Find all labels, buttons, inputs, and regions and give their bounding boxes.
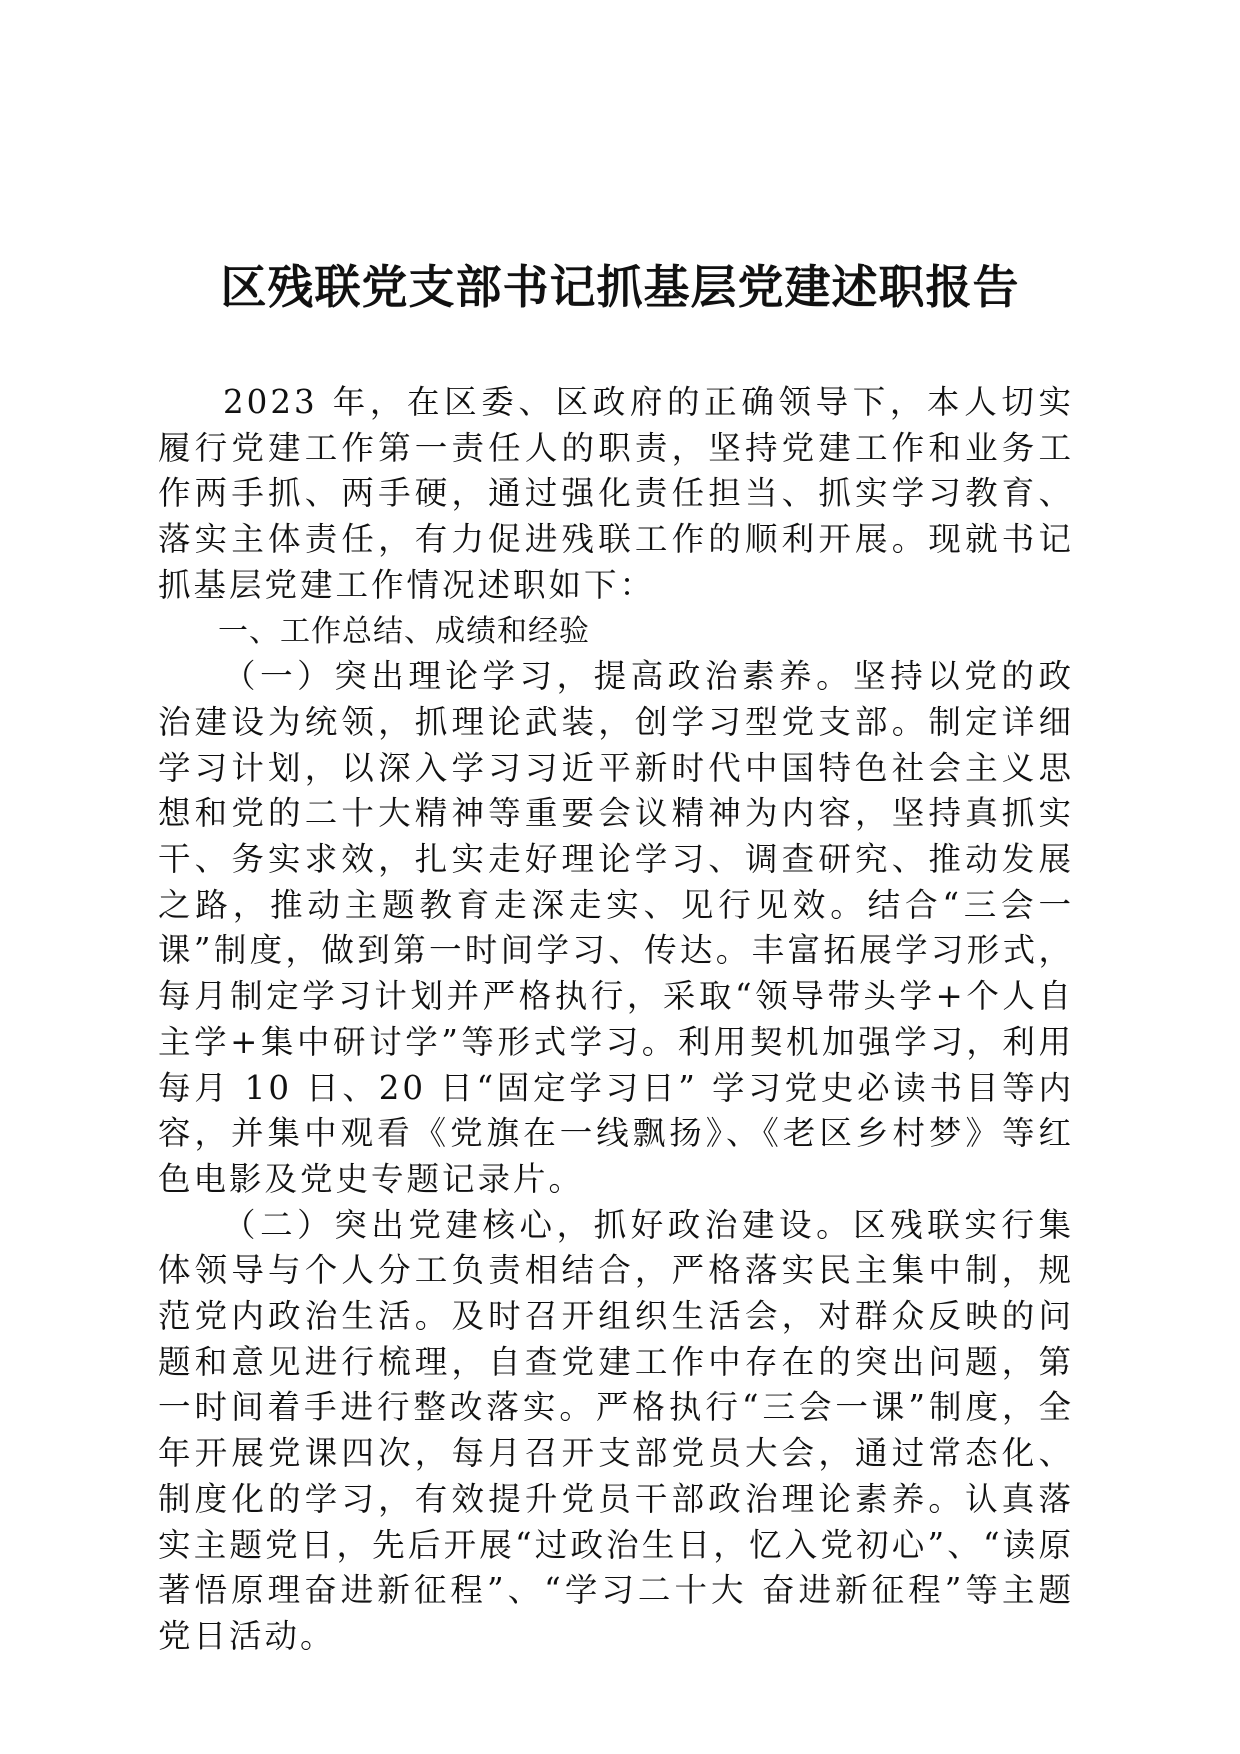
document-body [158, 380, 1074, 1660]
body-paragraph: （一）突出理论学习，提高政治素养。坚持以党的政治建设为统领，抓理论武装，创学习型党支部。制定详细学习计划，以深入学习习近平新时代中国特色社会主义思想和党的二十大精神等重要会议精神为内容，坚持真抓实干、务实求效，扎实走好理论学习、调查研究、推动发展之路，推动主题教育走深走实、见行见效。结合“三会一课”制度，做到第一时间学习、传达。丰富拓展学习形式，每月制定学习计划并严格执行，采取“领导带头学+个人自主学+集中研讨学”等形式学习。利用契机加强学习，利用每月 10 日、20 日“固定学习日” 学习党史必读书目等内容，并集中观看《党旗在一线飘扬》、《老区乡村梦》等红色电影及党史专题记录片。 [158, 657, 1074, 1198]
document-title: 区残联党支部书记抓基层党建述职报告 [220, 260, 1020, 314]
body-paragraph: （二）突出党建核心，抓好政治建设。区残联实行集体领导与个人分工负责相结合，严格落实民主集中制，规范党内政治生活。及时召开组织生活会，对群众反映的问题和意见进行梳理，自查党建工作中存在的突出问题，第一时间着手进行整改落实。严格执行“三会一课”制度，全年开展党课四次，每月召开支部党员大会，通过常态化、制度化的学习，有效提升党员干部政治理论素养。认真落实主题党日，先后开展“过政治生日，忆入党初心”、“读原著悟原理奋进新征程”、“学习二十大 奋进新征程”等主题党日活动。 [158, 1205, 1074, 1655]
section-heading: 一、工作总结、成绩和经验 [218, 613, 590, 649]
intro-paragraph: 2023 年，在区委、区政府的正确领导下，本人切实履行党建工作第一责任人的职责，坚持党建工作和业务工作两手抓、两手硬，通过强化责任担当、抓实学习教育、落实主体责任，有力促进残联工作的顺利开展。现就书记抓基层党建工作情况述职如下： [158, 383, 1074, 604]
